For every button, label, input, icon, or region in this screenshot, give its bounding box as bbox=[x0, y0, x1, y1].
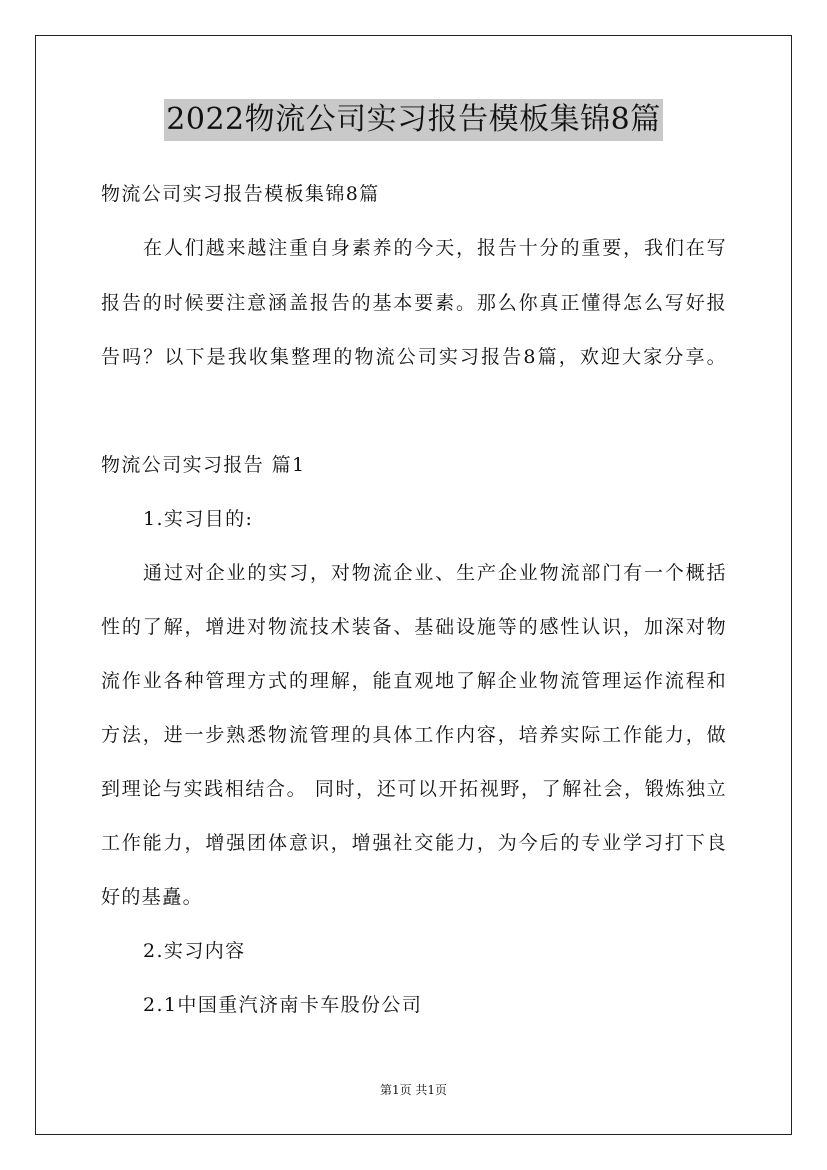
intro-line-1: 在人们越来越注重自身素养的今天，报告十分的重要，我们在写 bbox=[143, 237, 727, 259]
item1-heading: 1.实习目的: bbox=[143, 508, 254, 530]
document-subtitle: 物流公司实习报告模板集锦8篇 bbox=[101, 183, 380, 205]
body-line-1: 通过对企业的实习，对物流企业、生产企业物流部门有一个概括 bbox=[143, 562, 727, 584]
document-title: 2022物流公司实习报告模板集锦8篇 bbox=[164, 99, 662, 141]
item21-heading: 2.1中国重汽济南卡车股份公司 bbox=[143, 994, 423, 1016]
body-line-7: 好的基矗。 bbox=[101, 886, 204, 908]
body-line-6: 工作能力，增强团体意识，增强社交能力，为今后的专业学习打下良 bbox=[101, 832, 727, 854]
body-line-4: 方法，进一步熟悉物流管理的具体工作内容，培养实际工作能力，做 bbox=[101, 724, 727, 746]
intro-line-2: 报告的时候要注意涵盖报告的基本要素。那么你真正懂得怎么写好报 bbox=[101, 292, 727, 314]
page-footer: 第1页 共1页 bbox=[379, 1083, 448, 1097]
item2-heading: 2.实习内容 bbox=[143, 940, 246, 962]
body-line-2: 性的了解，增进对物流技术装备、基础设施等的感性认识，加深对物 bbox=[101, 616, 727, 638]
body-line-5: 到理论与实践相结合。 同时，还可以开拓视野，了解社会，锻炼独立 bbox=[101, 778, 727, 800]
body-line-3: 流作业各种管理方式的理解，能直观地了解企业物流管理运作流程和 bbox=[101, 670, 727, 692]
section-heading: 物流公司实习报告 篇1 bbox=[101, 454, 306, 476]
intro-line-3: 告吗？以下是我收集整理的物流公司实习报告8篇，欢迎大家分享。 bbox=[101, 346, 727, 368]
title-container bbox=[0, 99, 827, 141]
